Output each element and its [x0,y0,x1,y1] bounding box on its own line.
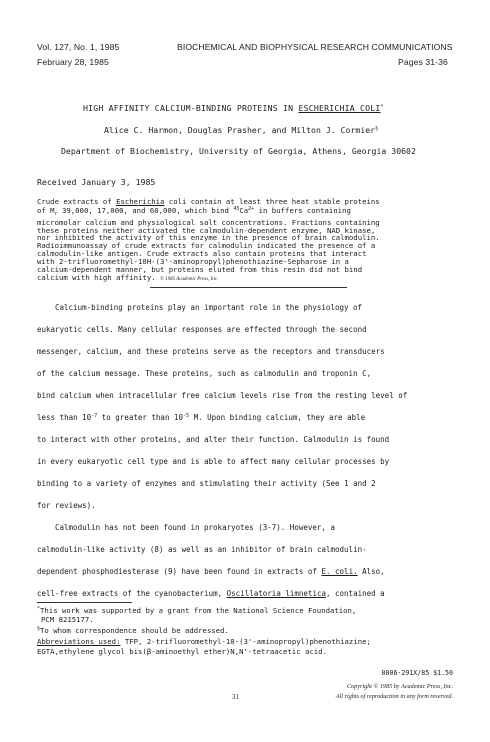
body-line: messenger, calcium, and these proteins serve as the receptors and transducers [37,347,385,356]
journal-title: BIOCHEMICAL AND BIOPHYSICAL RESEARCH COMMUNICATIONS [177,42,453,52]
title-organism: ESCHERICHIA COLI [298,103,381,113]
body-line: in every eukaryotic cell type and is able to affect many cellular processes by [37,457,390,466]
abbreviations-label: Abbreviations used: [37,637,121,646]
issue-date: February 28, 1985 [37,57,109,67]
abstract-line: micromolar calcium and physiological salt concentrations. Fractions containing [37,217,380,227]
organism-name: Oscillatoria limnetica [226,589,326,598]
abstract-line: calmodulin-like antigen. Crude extracts also contain proteins that interact [37,249,367,259]
abstract-line: nor inhibited the activity of this enzyme in the presence of brain calmodulin. [37,233,380,243]
body-line: calmodulin-like activity (8) as well as an inhibitor of brain calmodulin- [37,545,367,554]
author-footnote-mark: § [375,126,379,132]
exponent: -7 [91,413,98,419]
copyright-line: Copyright © 1985 by Academic Press, Inc. [346,683,453,690]
body-line: less than $10^{-7}$ to greater than $10^{-5}$ M. Upon binding calcium, they are able [37,413,366,422]
rights-line: All rights of reproduction in any form reserved. [335,693,453,700]
footnote-mark: § [37,626,41,632]
author-names: Alice C. Harmon, Douglas Prasher, and Milton J. Cormier [104,125,376,135]
body-line: bind calcium when intracellular free calcium levels rise from the resting level of [37,391,408,400]
body-line: Calcium-binding proteins play an important role in the physiology of [55,303,363,312]
abstract-line: with 2-trifluoromethyl-10H-(3'-aminopropyl)phenothiazine-Sepharose in a [37,256,349,266]
abstract-line: these proteins neither activated the calmodulin-dependent enzyme, NAD kinase, [37,225,376,235]
title-footnote-mark: * [380,104,384,110]
footnote-funding: *This work was supported by a grant from the National Science Foundation, [37,606,357,615]
abstract-organism: Escherichia [116,197,165,206]
journal-volume: Vol. 127, No. 1, 1985 [37,42,120,52]
title-text: HIGH AFFINITY CALCIUM-BINDING PROTEINS IN [83,103,299,113]
body-line: Calmodulin has not been found in prokaryotes (3-7). However, a [55,523,335,532]
footnote-abbreviations-cont: EGTA,ethylene glycol bis(β-aminoethyl ether)N,N'-tetraacetic acid. [37,647,327,656]
footnote-abbreviations: Abbreviations used: TFP, 2-trifluoromethyl-10-(3'-aminopropyl)phenothiazine; [37,637,371,646]
article-code: 0006-291X/85 $1.50 [381,669,453,677]
body-line: eukaryotic cells. Many cellular responses are effected through the second [37,325,367,334]
abstract-line: calcium-dependent manner, but proteins eluted from this resin did not bind [37,264,363,274]
page-range: Pages 31-36 [398,57,448,67]
exponent: -5 [183,413,190,419]
footnote-mark: * [37,606,41,612]
received-date: Received January 3, 1985 [37,177,156,187]
abstract [37,198,453,283]
footnote-grant: PCM 8215177. [41,615,94,624]
footnote-correspondence: §To whom correspondence should be addressed. [37,626,229,635]
abstract-divider [150,287,347,288]
body-line: cell-free extracts of the cyanobacterium, Oscillatoria limnetica, contained a [37,589,385,598]
organism-name: E. coli. [321,567,358,576]
press-copyright-note: © 1985 Academic Press, Inc. [160,276,219,282]
abstract-line: Crude extracts of Escherichia coli contain at least three heat stable proteins [37,197,380,206]
abstract-line: of $M_r$ 39,000, 17,000, and 60,000, which bind $^{45}Ca^{2+}$ in buffers containing [37,205,351,217]
abstract-line: calcium with high affinity. © 1985 Academic Press, Inc. [37,272,219,282]
abstract-line: Radioimmunoassay of crude extracts for calmodulin indicated the presence of a [37,241,376,251]
body-line: of the calcium message. These proteins, such as calmodulin and troponin C, [37,369,372,378]
body-line: binding to a variety of enzymes and stimulating their activity (See 1 and 2 [37,479,376,488]
authors [104,125,378,135]
body-line: dependent phosphodiesterase (9) have been found in extracts of E. coli. Also, [37,567,385,576]
page-number: 31 [232,693,239,701]
body-line: to interact with other proteins, and alter their function. Calmodulin is found [37,435,390,444]
body-line: for reviews). [37,501,96,510]
article-title [83,103,384,113]
footnote-divider [37,602,132,603]
affiliation: Department of Biochemistry, University of Georgia, Athens, Georgia 30602 [61,146,416,156]
